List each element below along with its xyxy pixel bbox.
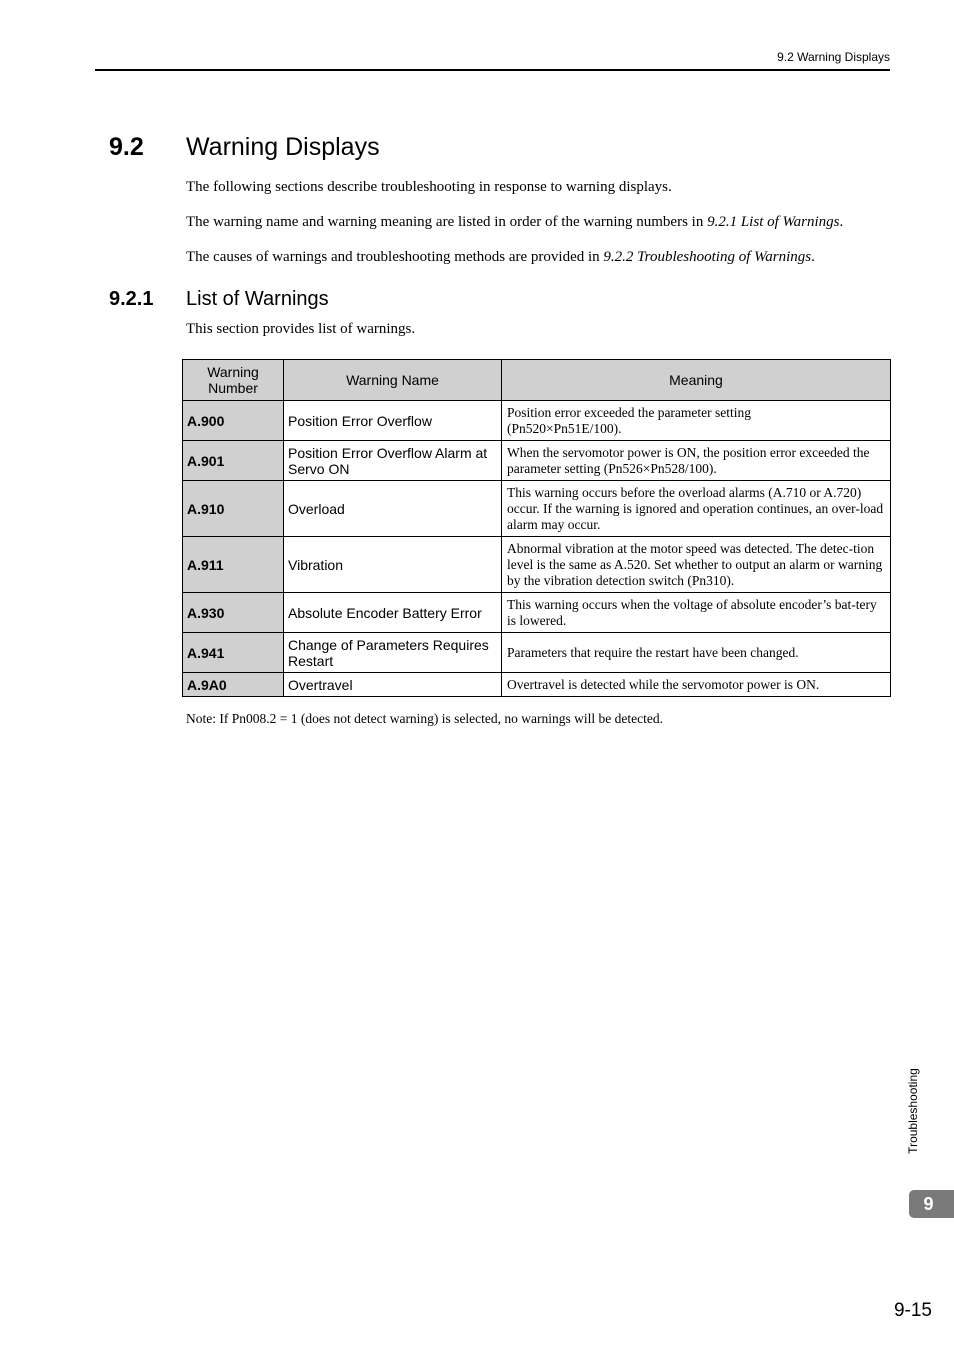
warning-meaning: This warning occurs before the overload alarms (A.710 or A.720) occur. If the warning is ignored and operation continues, an over-load alarm may occur. (502, 481, 891, 537)
warning-name: Absolute Encoder Battery Error (284, 593, 502, 633)
table-row (183, 481, 891, 537)
table-note: Note: If Pn008.2 = 1 (does not detect warning) is selected, no warnings will be detected. (186, 711, 663, 726)
warning-meaning: This warning occurs when the voltage of absolute encoder’s bat-tery is lowered. (502, 593, 891, 633)
table-row (183, 593, 891, 633)
warning-code: A.910 (183, 481, 284, 537)
warning-name: Vibration (284, 537, 502, 593)
running-header: 9.2 Warning Displays (777, 50, 890, 64)
cross-reference-link[interactable]: 9.2.2 Troubleshooting of Warnings (603, 249, 812, 265)
warning-code: A.911 (183, 537, 284, 593)
paragraph-text: The causes of warnings and troubleshooting methods are provided in (186, 249, 604, 265)
paragraph-intro (186, 179, 672, 196)
header-meaning: Meaning (502, 360, 891, 401)
cross-reference-link[interactable]: 9.2.1 List of Warnings (707, 214, 840, 230)
table-header-row (183, 360, 891, 401)
table-row (183, 441, 891, 481)
paragraph-text: The following sections describe troubleshooting in response to warning displays. (186, 179, 672, 195)
chapter-tab: 9 (909, 1190, 954, 1218)
header-warning-number: Warning Number (183, 360, 284, 401)
subsection-title: List of Warnings (186, 288, 329, 310)
warning-name: Overload (284, 481, 502, 537)
header-rule (95, 69, 890, 71)
section-title: Warning Displays (186, 133, 380, 161)
subsection-intro: This section provides list of warnings. (186, 321, 416, 337)
table-row (183, 673, 891, 697)
warning-code: A.900 (183, 401, 284, 441)
table-row (183, 633, 891, 673)
warning-meaning: Parameters that require the restart have been changed. (502, 633, 891, 673)
warning-code: A.941 (183, 633, 284, 673)
chapter-label-text: Troubleshooting (906, 1068, 920, 1154)
paragraph-list-reference (186, 214, 843, 231)
warning-name: Overtravel (284, 673, 502, 697)
warning-name: Position Error Overflow (284, 401, 502, 441)
warning-name: Change of Parameters Requires Restart (284, 633, 502, 673)
paragraph-end: . (811, 249, 815, 265)
paragraph-troubleshooting-reference (186, 249, 815, 266)
chapter-side-label (905, 1060, 921, 1163)
page-number: 9-15 (893, 1300, 932, 1321)
table-row (183, 401, 891, 441)
subsection-number: 9.2.1 (109, 288, 154, 310)
warning-name: Position Error Overflow Alarm at Servo ON (284, 441, 502, 481)
warning-list-table (182, 359, 891, 697)
table-row (183, 537, 891, 593)
warning-meaning: Overtravel is detected while the servomotor power is ON. (502, 673, 891, 697)
warning-meaning: Position error exceeded the parameter setting (Pn520×Pn51E/100). (502, 401, 891, 441)
warning-meaning: When the servomotor power is ON, the position error exceeded the parameter setting (Pn526×Pn528/100). (502, 441, 891, 481)
warning-code: A.9A0 (183, 673, 284, 697)
paragraph-text: The warning name and warning meaning are listed in order of the warning numbers in (186, 214, 708, 230)
paragraph-end: . (839, 214, 844, 230)
warning-meaning: Abnormal vibration at the motor speed was detected. The detec-tion level is the same as A.520. Set whether to output an alarm or warning by the vibration detection switch (Pn310). (502, 537, 891, 593)
header-warning-name: Warning Name (284, 360, 502, 401)
warning-code: A.930 (183, 593, 284, 633)
warning-code: A.901 (183, 441, 284, 481)
section-number: 9.2 (109, 133, 144, 161)
